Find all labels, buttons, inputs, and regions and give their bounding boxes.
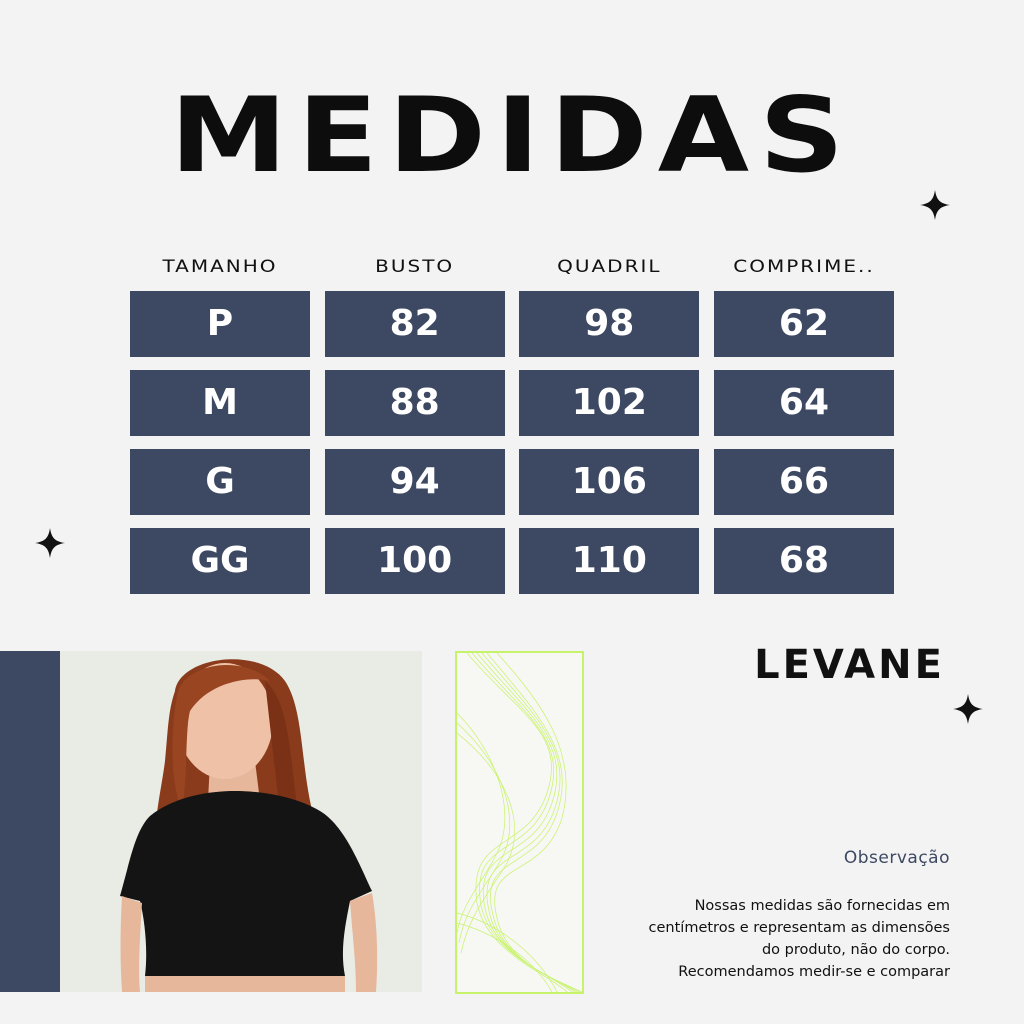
- comprimento-cell: 66: [714, 449, 894, 515]
- quadril-cell: 110: [519, 528, 699, 594]
- quadril-cell: 106: [519, 449, 699, 515]
- table-row: [130, 449, 894, 515]
- comprimento-cell: 62: [714, 291, 894, 357]
- header-comprimento: COMPRIME..: [733, 255, 875, 277]
- observation-title: Observação: [843, 848, 950, 868]
- size-cell: G: [130, 449, 310, 515]
- sparkle-star-icon: [35, 528, 65, 558]
- decorative-wave-panel: [455, 651, 584, 994]
- observation-line: centímetros e representam as dimensões: [648, 920, 950, 936]
- busto-cell: 82: [325, 291, 505, 357]
- brand-logo: LEVANE: [754, 642, 945, 688]
- comprimento-cell: 64: [714, 370, 894, 436]
- observation-line: Recomendamos medir-se e comparar: [678, 964, 950, 980]
- model-photo: [60, 651, 422, 992]
- sparkle-star-icon: [920, 190, 950, 220]
- observation-line: do produto, não do corpo.: [761, 942, 950, 958]
- header-quadril: QUADRIL: [557, 255, 662, 277]
- comprimento-cell: 68: [714, 528, 894, 594]
- table-row: [130, 528, 894, 594]
- size-cell: GG: [130, 528, 310, 594]
- busto-cell: 100: [325, 528, 505, 594]
- table-row: [130, 291, 894, 357]
- observation-text: [620, 895, 950, 983]
- quadril-cell: 102: [519, 370, 699, 436]
- busto-cell: 94: [325, 449, 505, 515]
- header-tamanho: TAMANHO: [162, 255, 278, 277]
- size-table: [130, 250, 894, 594]
- header-busto: BUSTO: [375, 255, 455, 277]
- size-cell: P: [130, 291, 310, 357]
- page-title: MEDIDAS: [169, 74, 855, 196]
- table-row: [130, 370, 894, 436]
- observation-line: Nossas medidas são fornecidas em: [694, 898, 950, 914]
- sparkle-star-icon: [953, 694, 983, 724]
- table-header: [130, 250, 894, 282]
- busto-cell: 88: [325, 370, 505, 436]
- decorative-side-bar: [0, 651, 60, 992]
- size-cell: M: [130, 370, 310, 436]
- quadril-cell: 98: [519, 291, 699, 357]
